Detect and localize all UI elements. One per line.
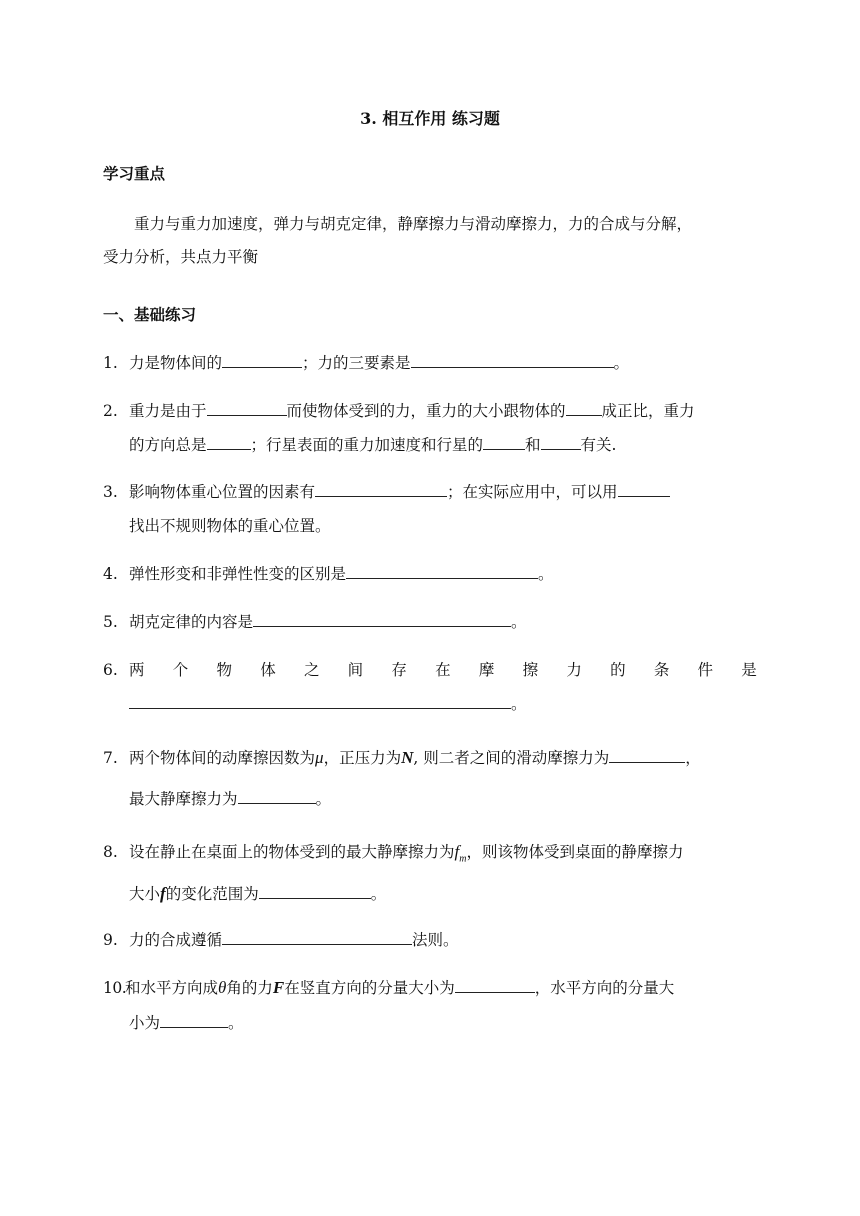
question-text: 大小 — [129, 885, 161, 903]
question-6-char: 力 — [566, 661, 582, 679]
question-text: , 则二者之间的滑动摩擦力为 — [413, 749, 610, 767]
question-text: 重力是由于 — [129, 402, 207, 420]
question-text: 小为 — [129, 1014, 161, 1032]
f-symbol: f — [160, 884, 166, 903]
question-7-line-1 — [103, 747, 701, 769]
question-text: ，水平方向的分量大 — [534, 979, 675, 997]
mu-symbol: μ — [315, 748, 324, 767]
answer-blank[interactable] — [346, 564, 538, 579]
question-text: 。 — [511, 613, 527, 631]
question-2-line-2 — [129, 434, 616, 456]
question-text: 。 — [315, 790, 332, 808]
question-6-char: 擦 — [522, 661, 539, 679]
question-text: 力是物体间的 — [129, 354, 223, 372]
question-text: 。 — [228, 1014, 244, 1032]
answer-blank[interactable] — [253, 612, 511, 627]
question-6-line-2 — [129, 693, 527, 715]
question-6-spread-text — [129, 659, 757, 681]
question-5 — [103, 611, 527, 633]
question-9 — [103, 929, 459, 951]
question-text: 。 — [613, 354, 630, 372]
answer-blank[interactable] — [618, 482, 670, 497]
answer-blank[interactable] — [129, 694, 511, 709]
question-6-char: 体 — [260, 661, 276, 679]
question-text: 设在静止在桌面上的物体受到的最大静摩擦力为 — [129, 843, 455, 861]
question-6-line-1 — [103, 659, 757, 681]
answer-blank[interactable] — [483, 435, 525, 450]
fm-symbol: $f_m$ — [454, 842, 467, 865]
question-number: 6. — [103, 661, 118, 679]
answer-blank[interactable] — [609, 748, 685, 763]
question-text: 法则。 — [412, 931, 459, 949]
question-number: 10. — [103, 979, 127, 997]
N-symbol: N — [401, 748, 414, 767]
question-text: 有关. — [580, 436, 617, 454]
answer-blank[interactable] — [315, 482, 447, 497]
page-title: 3. 相互作用 练习题 — [360, 109, 500, 128]
answer-blank[interactable] — [566, 401, 602, 416]
F-symbol: F — [272, 978, 285, 997]
question-number: 8. — [103, 843, 118, 861]
answer-blank[interactable] — [160, 1013, 228, 1028]
question-text: 弹性形变和非弹性性变的区别是 — [129, 565, 347, 583]
question-1 — [103, 352, 629, 374]
question-10-line-1 — [103, 977, 674, 999]
question-text: 。 — [511, 695, 527, 713]
question-text: ；在实际应用中，可以用 — [447, 483, 618, 501]
question-text: ，则该物体受到桌面的静摩擦力 — [466, 843, 684, 861]
question-2-line-1 — [103, 400, 695, 422]
question-6-char: 条 — [653, 661, 670, 679]
question-7-line-2 — [129, 788, 331, 810]
question-3-line-2: 找出不规则物体的重心位置。 — [129, 517, 331, 535]
question-6-char: 摩 — [478, 661, 495, 679]
question-text: 和水平方向成 — [125, 979, 219, 997]
question-4 — [103, 563, 554, 585]
question-6-char: 之 — [303, 661, 320, 679]
question-text: 的方向总是 — [129, 436, 207, 454]
theta-symbol: θ — [218, 978, 227, 997]
question-text: 在竖直方向的分量大小为 — [284, 979, 455, 997]
answer-blank[interactable] — [207, 435, 251, 450]
question-text: 角的力 — [226, 979, 273, 997]
question-number: 7. — [103, 749, 118, 767]
key-points-heading: 学习重点 — [103, 164, 166, 183]
question-6-char: 在 — [435, 661, 451, 679]
answer-blank[interactable] — [455, 978, 535, 993]
answer-blank[interactable] — [207, 401, 287, 416]
question-6-char: 物 — [216, 661, 232, 679]
question-text: ；行星表面的重力加速度和行星的 — [250, 436, 484, 454]
question-number: 5. — [103, 613, 118, 631]
question-text: 而使物体受到的力，重力的大小跟物体的 — [286, 402, 566, 420]
section-heading-basic: 一、基础练习 — [103, 305, 197, 324]
question-text: 和 — [525, 436, 541, 454]
question-8-line-1 — [103, 841, 684, 870]
question-text: 影响物体重心位置的因素有 — [129, 483, 316, 501]
question-6-char: 个 — [172, 661, 189, 679]
question-text: 最大静摩擦力为 — [129, 790, 238, 808]
question-3-line-1 — [103, 481, 670, 503]
question-number: 2. — [103, 402, 118, 420]
key-points-line-1: 重力与重力加速度，弹力与胡克定律，静摩擦力与滑动摩擦力，力的合成与分解， — [134, 215, 693, 233]
question-text: 。 — [370, 885, 387, 903]
question-6-char: 两 — [129, 661, 145, 679]
question-number: 9. — [103, 931, 118, 949]
answer-blank[interactable] — [222, 930, 412, 945]
key-points-line-2: 受力分析，共点力平衡 — [103, 248, 259, 266]
answer-blank[interactable] — [541, 435, 581, 450]
question-6-char: 件 — [697, 661, 714, 679]
question-number: 3. — [103, 483, 118, 501]
question-text: 力的合成遵循 — [129, 931, 223, 949]
answer-blank[interactable] — [259, 884, 371, 899]
question-text: 成正比，重力 — [601, 402, 695, 420]
answer-blank[interactable] — [411, 353, 614, 368]
answer-blank[interactable] — [222, 353, 302, 368]
question-number: 1. — [103, 354, 118, 372]
question-6-char: 间 — [347, 661, 364, 679]
answer-blank[interactable] — [238, 789, 316, 804]
question-6-char: 是 — [741, 661, 757, 679]
question-text: 胡克定律的内容是 — [129, 613, 254, 631]
question-text: 两个物体间的动摩擦因数为 — [129, 749, 316, 767]
question-text: 。 — [538, 565, 554, 583]
question-text: ， — [685, 749, 701, 767]
question-text: 的变化范围为 — [165, 885, 259, 903]
question-6-char: 存 — [391, 661, 407, 679]
question-number: 4. — [103, 565, 118, 583]
question-6-char: 的 — [610, 661, 626, 679]
question-text: ；力的三要素是 — [302, 354, 411, 372]
question-8-line-2 — [129, 883, 386, 905]
question-text: ，正压力为 — [323, 749, 402, 767]
question-10-line-2 — [129, 1012, 244, 1034]
